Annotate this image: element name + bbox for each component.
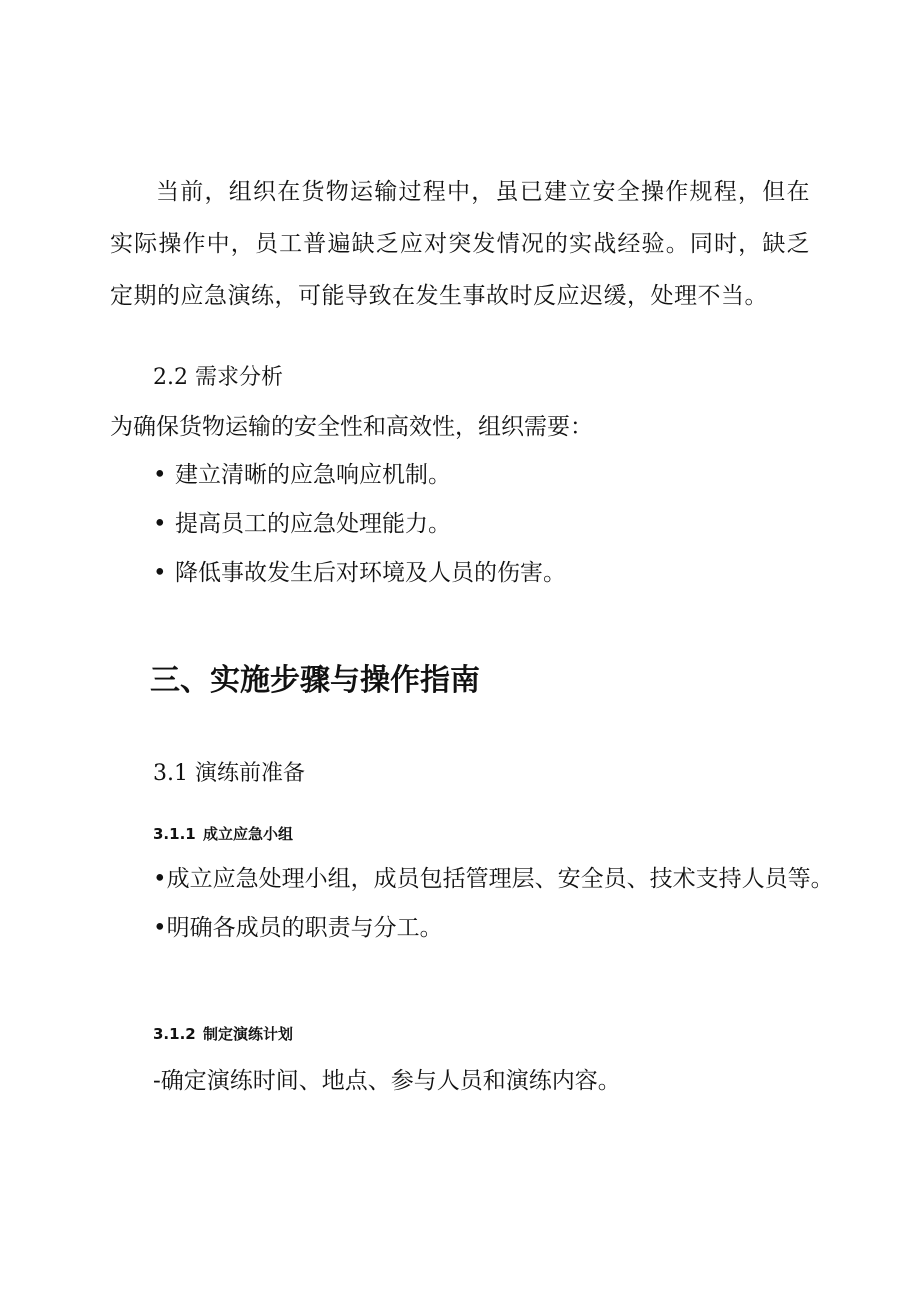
list-item: •成立应急处理小组，成员包括管理层、安全员、技术支持人员等。 xyxy=(153,866,834,892)
list-item-text: 提高员工的应急处理能力。 xyxy=(175,511,451,537)
section-3-1-heading: 3.1 演练前准备 xyxy=(153,761,305,786)
section-2-2-lead: 为确保货物运输的安全性和高效性，组织需要： xyxy=(110,414,593,440)
section-3-heading: 三、实施步骤与操作指南 xyxy=(150,663,480,698)
list-item-text: 建立清晰的应急响应机制。 xyxy=(175,462,451,488)
section-2-2-heading: 2.2 需求分析 xyxy=(153,365,283,390)
bullet-icon: • xyxy=(153,462,167,488)
bullet-icon: • xyxy=(153,560,167,586)
section-number: 3.1.1 xyxy=(153,825,196,843)
section-3-1-2-heading xyxy=(153,1023,853,1045)
intro-paragraph: 当前，组织在货物运输过程中，虽已建立安全操作规程，但在实际操作中，员工普遍缺乏应对突发情况的实战经验。同时，缺乏定期的应急演练，可能导致在发生事故时反应迟缓，处理不当。 xyxy=(110,179,810,309)
list-item xyxy=(153,558,853,588)
section-number: 3.1.2 xyxy=(153,1025,196,1043)
list-item xyxy=(153,509,853,539)
section-title: 制定演练计划 xyxy=(203,1025,294,1043)
bullet-icon: • xyxy=(153,511,167,537)
list-item: -确定演练时间、地点、参与人员和演练内容。 xyxy=(153,1068,621,1094)
list-item-text: 降低事故发生后对环境及人员的伤害。 xyxy=(175,560,566,586)
section-title: 成立应急小组 xyxy=(203,825,294,843)
list-item: •明确各成员的职责与分工。 xyxy=(153,915,443,941)
section-3-1-1-heading xyxy=(153,823,853,845)
list-item xyxy=(153,460,853,490)
